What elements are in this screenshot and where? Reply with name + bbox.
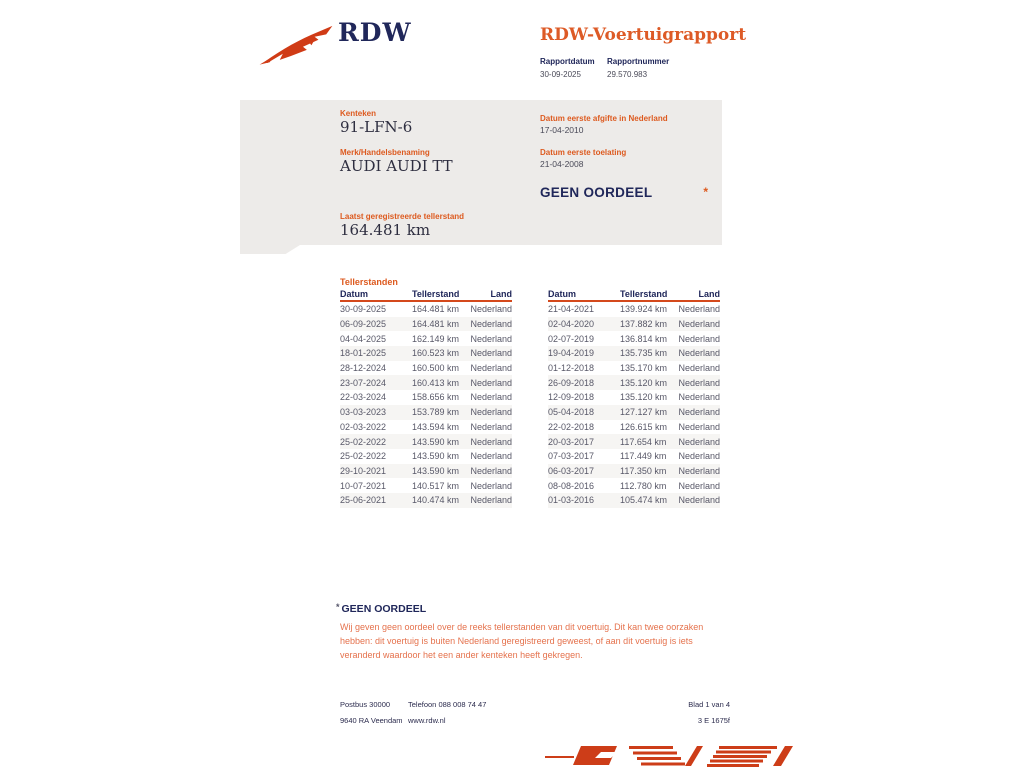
cell-tellerstand: 135.735 km — [620, 348, 668, 359]
cell-datum: 21-04-2021 — [548, 304, 595, 315]
cell-land: Nederland — [470, 451, 512, 462]
column-header-land: Land — [698, 289, 720, 299]
cell-tellerstand: 135.120 km — [620, 377, 668, 388]
column-header-land: Land — [490, 289, 512, 299]
cell-datum: 19-04-2019 — [548, 348, 595, 359]
cell-land: Nederland — [678, 392, 720, 403]
tellerstanden-tables — [340, 289, 720, 508]
footnote-heading — [336, 602, 734, 615]
table-header-row — [340, 289, 512, 302]
cell-land: Nederland — [470, 333, 512, 344]
cell-datum: 28-12-2024 — [340, 363, 387, 374]
cell-land: Nederland — [470, 319, 512, 330]
report-number-value: 29.570.983 — [607, 70, 648, 79]
table-row — [340, 493, 512, 508]
table-row — [340, 346, 512, 361]
rdw-stripes-graphic — [545, 744, 795, 768]
cell-land: Nederland — [470, 407, 512, 418]
cell-tellerstand: 164.481 km — [412, 304, 460, 315]
table-row — [340, 464, 512, 479]
cell-datum: 01-12-2018 — [548, 363, 595, 374]
table-row — [548, 420, 720, 435]
column-header-datum: Datum — [548, 289, 577, 299]
cell-land: Nederland — [678, 436, 720, 447]
kenteken-label: Kenteken — [340, 109, 377, 118]
tellerstand-label: Laatst geregistreerde tellerstand — [340, 212, 465, 221]
footnote-text: Wij geven geen oordeel over de reeks tellerstanden van dit voertuig. Dit kan twee oorzaken hebben: dit voertuig is buiten Nederland geregistreerd geweest, of aan dit voertuig is iets veranderd waardoor het een ander kenteken heeft gekregen. — [340, 622, 704, 661]
cell-tellerstand: 139.924 km — [620, 304, 668, 315]
table-row — [548, 331, 720, 346]
cell-datum: 02-07-2019 — [548, 333, 595, 344]
cell-datum: 01-03-2016 — [548, 495, 595, 506]
address-line2: 9640 RA Veendam — [340, 716, 403, 725]
table-row — [340, 434, 512, 449]
cell-tellerstand: 143.590 km — [412, 436, 460, 447]
vehicle-summary-panel — [240, 100, 722, 245]
rdw-logo-text: RDW — [338, 18, 412, 47]
cell-tellerstand: 140.474 km — [412, 495, 460, 506]
cell-tellerstand: 160.413 km — [412, 377, 460, 388]
cell-land: Nederland — [678, 363, 720, 374]
tellerstanden-heading: Tellerstanden — [340, 277, 398, 287]
table-row — [548, 346, 720, 361]
cell-datum: 25-02-2022 — [340, 451, 387, 462]
table-body — [548, 302, 720, 508]
kenteken-value: 91-LFN-6 — [340, 118, 413, 136]
column-header-datum: Datum — [340, 289, 369, 299]
cell-land: Nederland — [678, 421, 720, 432]
cell-tellerstand: 164.481 km — [412, 319, 460, 330]
column-header-tellerstand: Tellerstand — [620, 289, 668, 299]
cell-datum: 02-03-2022 — [340, 421, 387, 432]
cell-tellerstand: 162.149 km — [412, 333, 460, 344]
cell-datum: 06-09-2025 — [340, 319, 387, 330]
table-row — [548, 390, 720, 405]
page-number: Blad 1 van 4 — [688, 700, 730, 709]
report-date-label: Rapportdatum — [540, 57, 595, 66]
report-number-label: Rapportnummer — [607, 57, 670, 66]
doc-code: 3 E 1675f — [697, 716, 730, 725]
table-row — [340, 449, 512, 464]
afgifte-value: 17-04-2010 — [540, 125, 584, 135]
cell-tellerstand: 112.780 km — [620, 480, 667, 491]
cell-datum: 12-09-2018 — [548, 392, 595, 403]
cell-land: Nederland — [470, 392, 512, 403]
cell-datum: 04-04-2025 — [340, 333, 387, 344]
tellerstanden-table-left — [340, 289, 512, 508]
footnote — [336, 602, 734, 663]
footnote-asterisk: * — [336, 602, 340, 612]
table-row — [548, 493, 720, 508]
report-date-value: 30-09-2025 — [540, 70, 581, 79]
cell-tellerstand: 160.523 km — [412, 348, 460, 359]
toelating-label: Datum eerste toelating — [540, 148, 627, 157]
cell-tellerstand: 158.656 km — [412, 392, 460, 403]
cell-tellerstand: 117.654 km — [620, 436, 667, 447]
report-title: RDW-Voertuigrapport — [540, 25, 747, 45]
cell-land: Nederland — [470, 348, 512, 359]
table-row — [340, 317, 512, 332]
cell-land: Nederland — [470, 465, 512, 476]
cell-tellerstand: 137.882 km — [620, 319, 668, 330]
cell-land: Nederland — [678, 495, 720, 506]
table-row — [340, 375, 512, 390]
cell-land: Nederland — [678, 451, 720, 462]
cell-datum: 08-08-2016 — [548, 480, 595, 491]
cell-datum: 06-03-2017 — [548, 465, 595, 476]
table-row — [340, 302, 512, 317]
table-row — [548, 405, 720, 420]
table-row — [548, 464, 720, 479]
cell-land: Nederland — [678, 333, 720, 344]
cell-tellerstand: 117.350 km — [620, 465, 667, 476]
table-row — [340, 478, 512, 493]
cell-land: Nederland — [678, 407, 720, 418]
cell-tellerstand: 127.127 km — [620, 407, 668, 418]
cell-land: Nederland — [678, 319, 720, 330]
cell-land: Nederland — [678, 377, 720, 388]
website-link: www.rdw.nl — [408, 716, 446, 725]
phone: Telefoon 088 008 74 47 — [408, 700, 487, 709]
cell-datum: 18-01-2025 — [340, 348, 387, 359]
cell-datum: 07-03-2017 — [548, 451, 595, 462]
cell-tellerstand: 140.517 km — [412, 480, 460, 491]
toelating-value: 21-04-2008 — [540, 159, 584, 169]
cell-datum: 02-04-2020 — [548, 319, 595, 330]
oordeel-value: GEEN OORDEEL — [540, 185, 653, 200]
cell-datum: 25-02-2022 — [340, 436, 387, 447]
cell-land: Nederland — [470, 377, 512, 388]
table-header-row — [548, 289, 720, 302]
cell-tellerstand: 105.474 km — [620, 495, 668, 506]
table-row — [548, 302, 720, 317]
tellerstand-value: 164.481 km — [340, 221, 431, 239]
cell-datum: 10-07-2021 — [340, 480, 387, 491]
footnote-title: GEEN OORDEEL — [341, 603, 427, 615]
cell-land: Nederland — [678, 348, 720, 359]
table-row — [340, 331, 512, 346]
cell-tellerstand: 143.590 km — [412, 451, 460, 462]
oordeel-asterisk: * — [703, 185, 708, 199]
cell-land: Nederland — [470, 304, 512, 315]
cell-tellerstand: 143.594 km — [412, 421, 460, 432]
cell-datum: 03-03-2023 — [340, 407, 387, 418]
column-header-tellerstand: Tellerstand — [412, 289, 460, 299]
table-row — [548, 449, 720, 464]
cell-land: Nederland — [678, 304, 720, 315]
cell-land: Nederland — [470, 421, 512, 432]
cell-datum: 26-09-2018 — [548, 377, 595, 388]
cell-land: Nederland — [470, 363, 512, 374]
table-row — [548, 434, 720, 449]
rdw-feather-logo-icon — [256, 22, 336, 70]
table-row — [548, 375, 720, 390]
report-meta — [540, 57, 760, 79]
cell-datum: 22-03-2024 — [340, 392, 387, 403]
table-body — [340, 302, 512, 508]
cell-tellerstand: 136.814 km — [620, 333, 668, 344]
cell-tellerstand: 126.615 km — [620, 421, 668, 432]
tellerstanden-table-right — [548, 289, 720, 508]
cell-datum: 20-03-2017 — [548, 436, 595, 447]
cell-tellerstand: 143.590 km — [412, 465, 460, 476]
cell-land: Nederland — [470, 480, 512, 491]
table-row — [548, 478, 720, 493]
cell-tellerstand: 135.120 km — [620, 392, 668, 403]
merk-label: Merk/Handelsbenaming — [340, 148, 430, 157]
table-row — [340, 361, 512, 376]
merk-value: AUDI AUDI TT — [340, 157, 453, 175]
cell-datum: 30-09-2025 — [340, 304, 387, 315]
cell-datum: 29-10-2021 — [340, 465, 387, 476]
cell-tellerstand: 160.500 km — [412, 363, 460, 374]
panel-corner-tab — [240, 245, 300, 254]
cell-datum: 05-04-2018 — [548, 407, 595, 418]
cell-tellerstand: 135.170 km — [620, 363, 668, 374]
table-row — [340, 405, 512, 420]
cell-datum: 23-07-2024 — [340, 377, 387, 388]
cell-land: Nederland — [470, 436, 512, 447]
cell-land: Nederland — [678, 480, 720, 491]
cell-tellerstand: 117.449 km — [620, 451, 667, 462]
cell-tellerstand: 153.789 km — [412, 407, 460, 418]
cell-land: Nederland — [470, 495, 512, 506]
table-row — [340, 390, 512, 405]
table-row — [548, 361, 720, 376]
table-row — [340, 420, 512, 435]
afgifte-label: Datum eerste afgifte in Nederland — [540, 114, 668, 123]
cell-land: Nederland — [678, 465, 720, 476]
contact-footer — [340, 700, 730, 732]
cell-datum: 22-02-2018 — [548, 421, 595, 432]
address-line1: Postbus 30000 — [340, 700, 391, 709]
cell-datum: 25-06-2021 — [340, 495, 387, 506]
table-row — [548, 317, 720, 332]
